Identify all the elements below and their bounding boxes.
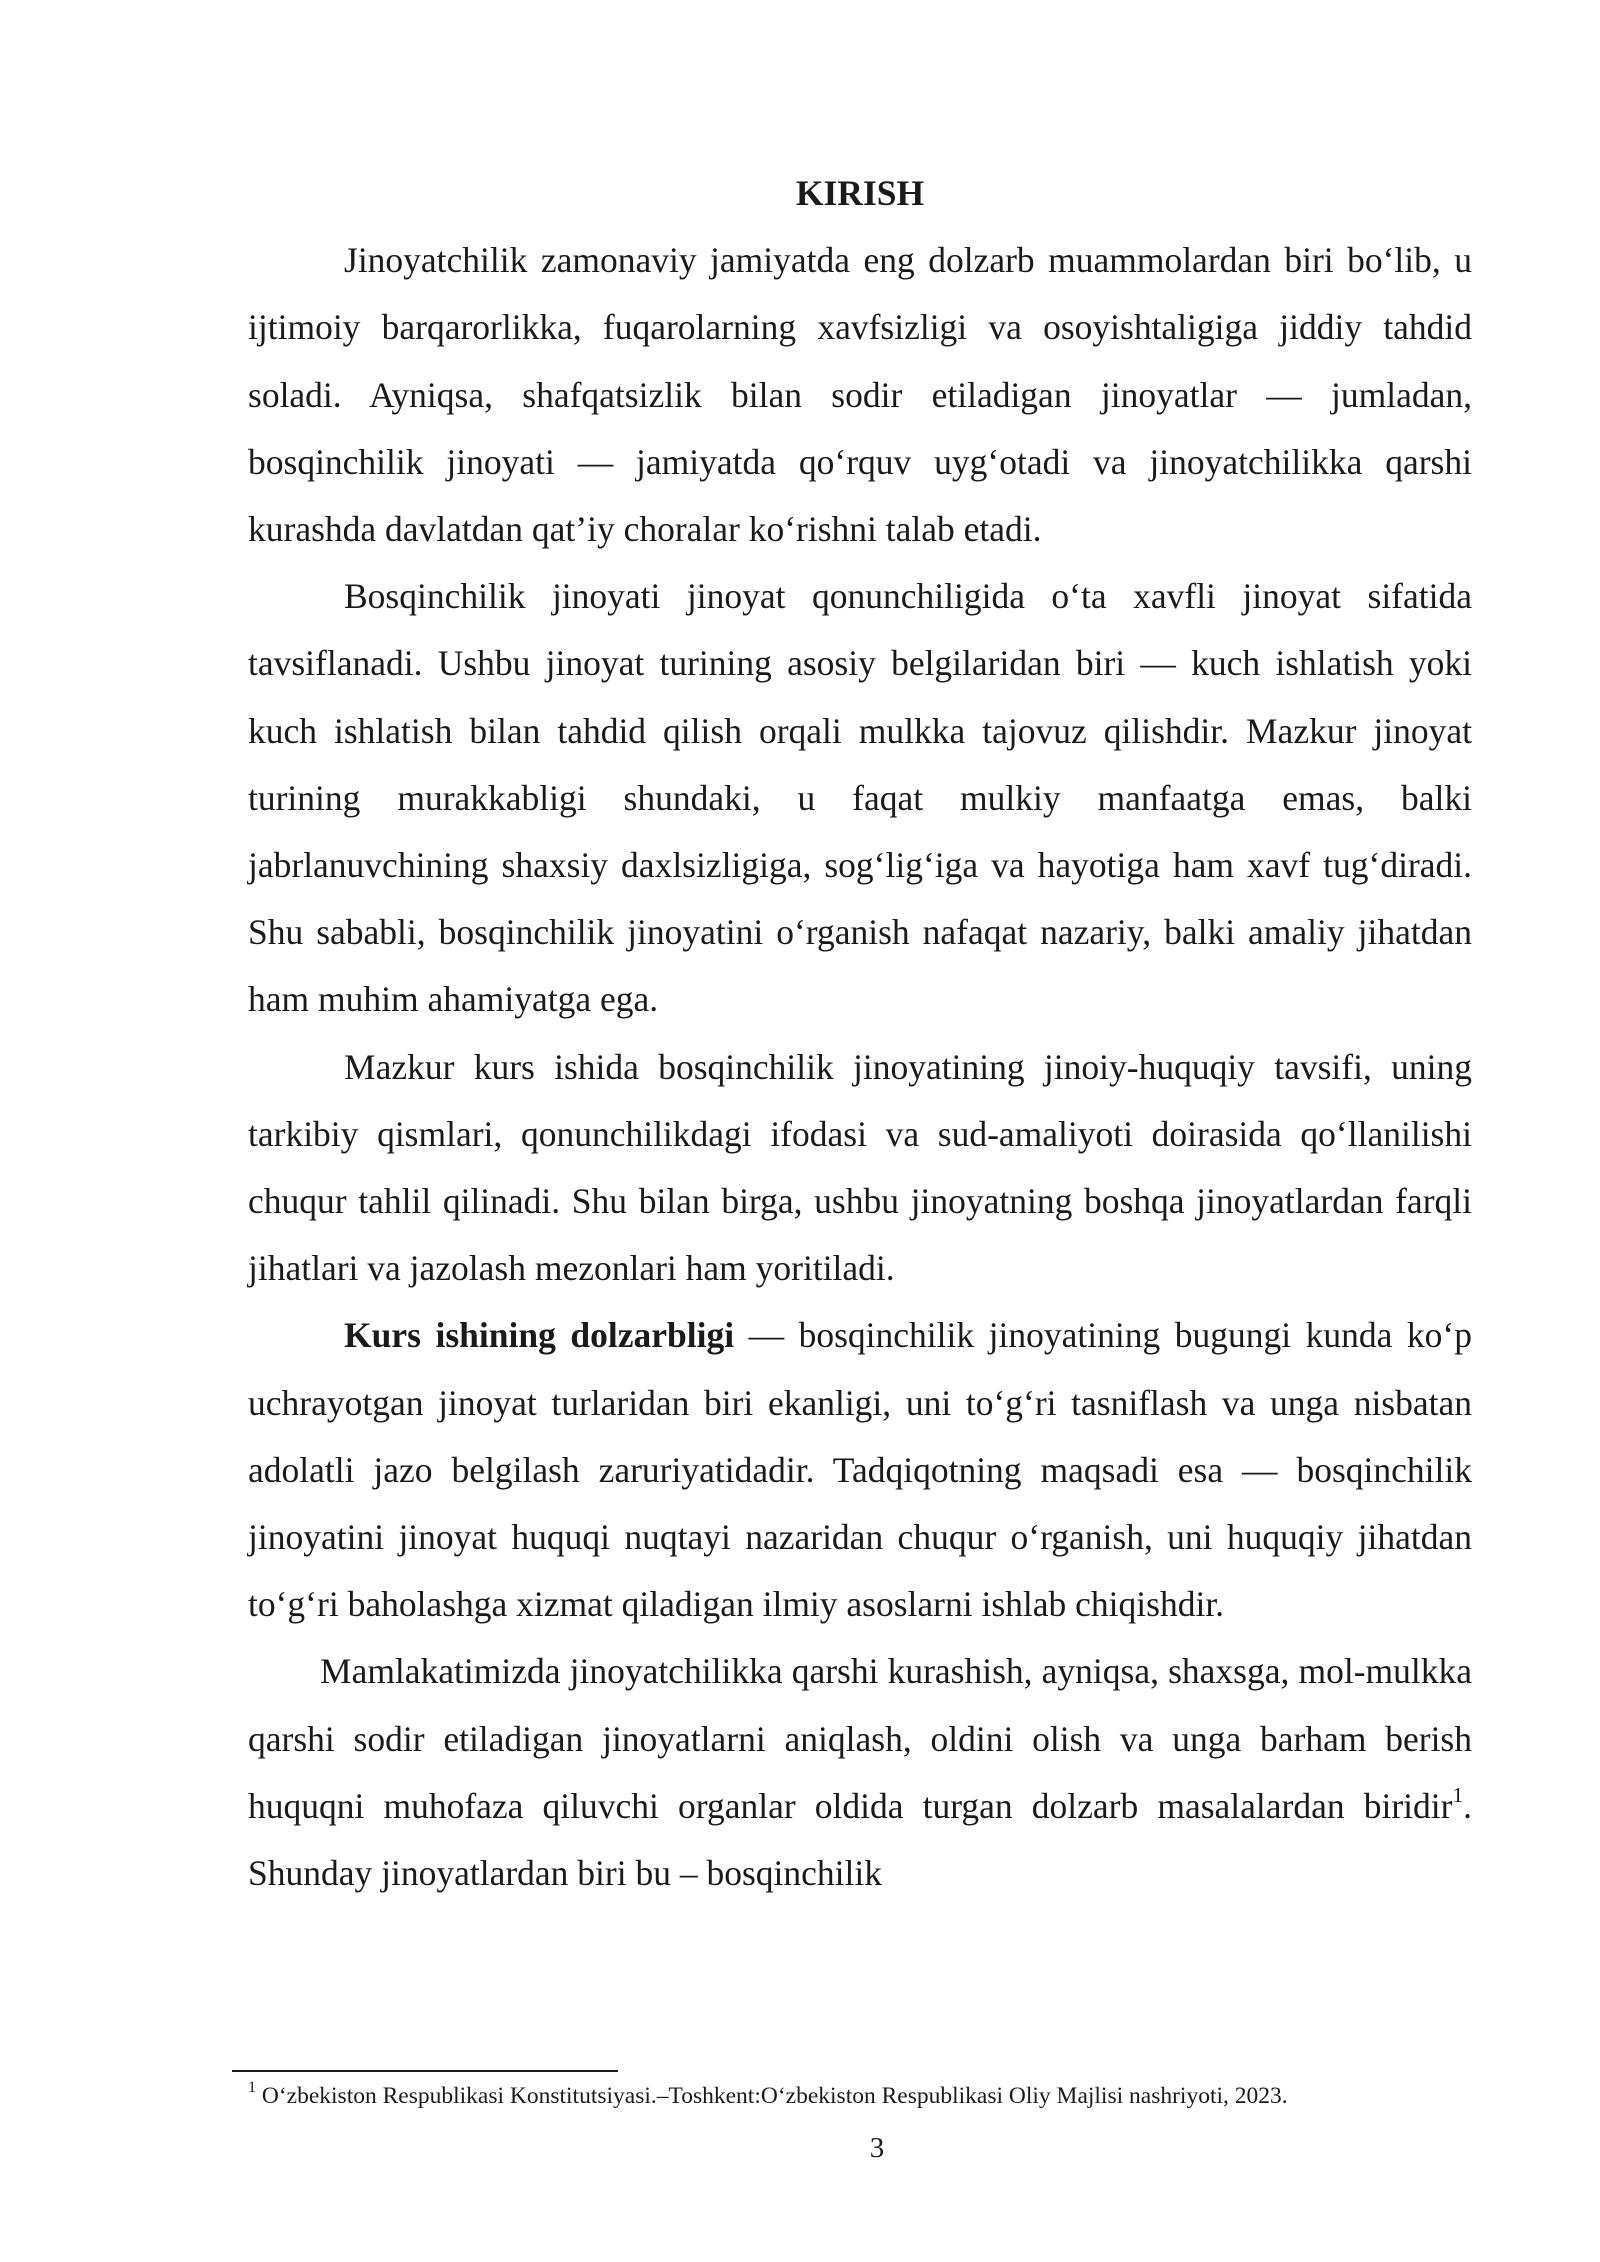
paragraph-1-text: Jinoyatchilik zamonaviy jamiyatda eng dolzarb muammolardan biri bo‘lib, u ijtimoiy barqarorlikka, fuqarolarning xavfsizligi va osoyishtaligiga jiddiy tahdid soladi. Ayniqsa, shafqatsizlik bilan sodir etiladigan jinoyatlar — jumladan, bosqinchilik jinoyati — jamiyatda qo‘rquv uyg‘otadi va jinoyatchilikka qarshi kurashda davlatdan qat’iy choralar ko‘rishni talab etadi. xyxy=(248,240,1472,549)
paragraph-5 xyxy=(248,1638,1472,1907)
footnote-marker: 1 xyxy=(248,2078,256,2096)
page-title: KIRISH xyxy=(795,173,925,213)
footnote-separator xyxy=(232,2070,618,2072)
paragraph-3 xyxy=(248,1034,1472,1303)
paragraph-1 xyxy=(248,227,1472,563)
paragraph-3-text: Mazkur kurs ishida bosqinchilik jinoyatining jinoiy-huquqiy tavsifi, uning tarkibiy qismlari, qonunchilikdagi ifodasi va sud-amaliyoti doirasida qo‘llanilishi chuqur tahlil qilinadi. Shu bilan birga, ushbu jinoyatning boshqa jinoyatlardan farqli jihatlari va jazolash mezonlari ham yoritiladi. xyxy=(248,1046,1472,1289)
paragraph-5-text-after-ref: . Shunday jinoyatlardan biri bu – bosqinchilik xyxy=(248,1785,1472,1894)
paragraph-4 xyxy=(248,1302,1472,1638)
paragraph-2-text: Bosqinchilik jinoyati jinoyat qonunchiligida o‘ta xavfli jinoyat sifatida tavsiflanadi. Ushbu jinoyat turining asosiy belgilaridan biri — kuch ishlatish yoki kuch ishlatish bilan tahdid qilish orqali mulkka tajovuz qilishdir. Mazkur jinoyat turining murakkabligi shundaki, u faqat mulkiy manfaatga emas, balki jabrlanuvchining shaxsiy daxlsizligiga, sog‘lig‘iga va hayotiga ham xavf tug‘diradi. Shu sababli, bosqinchilik jinoyatini o‘rganish nafaqat nazariy, balki amaliy jihatdan ham muhim ahamiyatga ega. xyxy=(248,576,1472,1020)
paragraph-5-text-before-ref: Mamlakatimizda jinoyatchilikka qarshi kurashish, ayniqsa, shaxsga, mol-mulkka qarshi sodir etiladigan jinoyatlarni aniqlash, oldini olish va unga barham berish huquqni muhofaza qiluvchi organlar oldida turgan dolzarb masalalardan biridir xyxy=(248,1651,1472,1826)
footnote-text: O‘zbekiston Respublikasi Konstitutsiyasi.–Toshkent:O‘zbekiston Respublikasi Oliy Majlisi nashriyoti, 2023. xyxy=(255,2083,1288,2109)
paragraph-4-bold-lead: Kurs ishining dolzarbligi xyxy=(344,1315,735,1356)
body-text xyxy=(248,160,1472,1907)
footnote-reference: 1 xyxy=(1452,1782,1464,1807)
page-number: 3 xyxy=(869,2132,885,2164)
paragraph-2 xyxy=(248,563,1472,1033)
paragraph-4-text: — bosqinchilik jinoyatining bugungi kunda ko‘p uchrayotgan jinoyat turlaridan biri ekanligi, uni to‘g‘ri tasniflash va unga nisbatan adolatli jazo belgilash zaruriyatidadir. Tadqiqotning maqsadi esa — bosqinchilik jinoyatini jinoyat huquqi nuqtayi nazaridan chuqur o‘rganish, uni huquqiy jihatdan to‘g‘ri baholashga xizmat qiladigan ilmiy asoslarni ishlab chiqishdir. xyxy=(248,1315,1472,1625)
footnote xyxy=(248,2080,1488,2112)
